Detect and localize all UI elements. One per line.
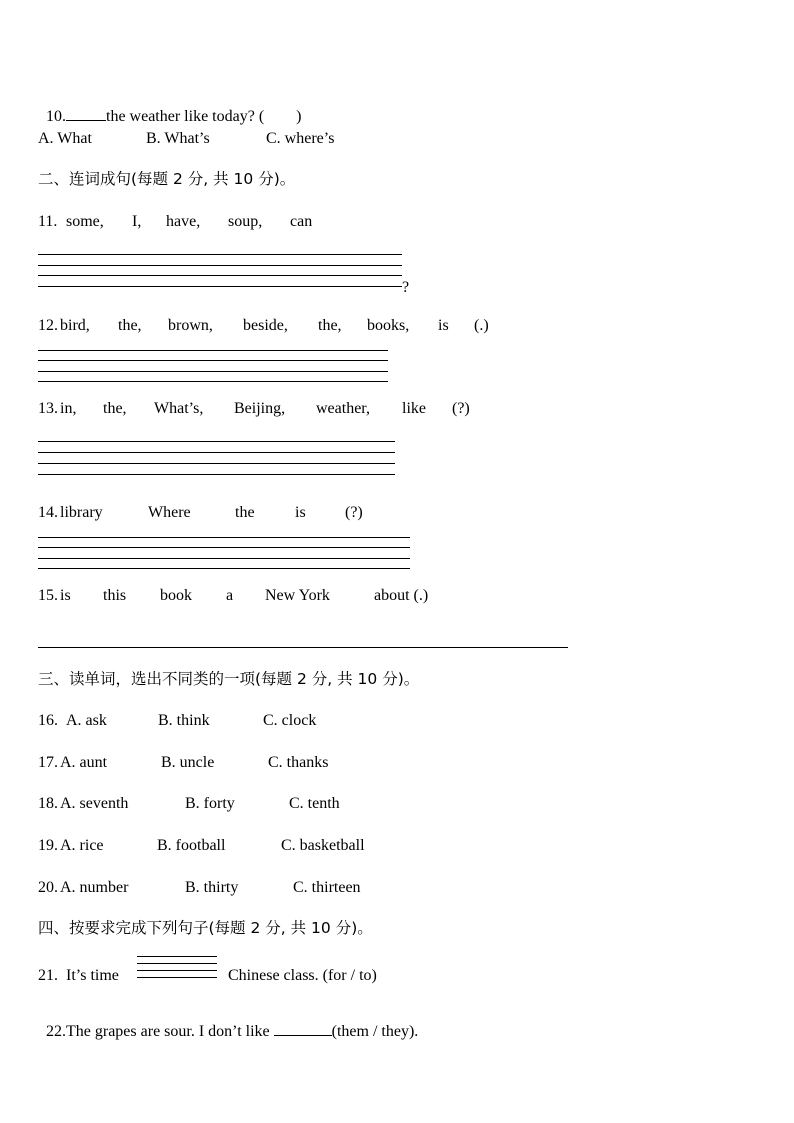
question-number: 12. [38, 317, 58, 334]
word-token: have, [166, 213, 201, 230]
word-token: is [295, 504, 306, 521]
question-text: The grapes are sour. I don’t like [66, 1023, 270, 1040]
question-number: 20. [38, 879, 58, 896]
answer-line[interactable] [38, 568, 410, 569]
question-number: 10. [46, 108, 66, 125]
option-b: B. thirty [185, 879, 239, 896]
answer-line[interactable] [137, 956, 217, 957]
answer-line[interactable] [38, 558, 410, 559]
answer-line[interactable] [38, 537, 410, 538]
word-token: library [60, 504, 103, 521]
option-b: B. think [158, 712, 210, 729]
answer-line[interactable] [38, 647, 568, 648]
answer-line[interactable] [38, 275, 402, 276]
answer-line[interactable] [38, 350, 388, 351]
word-token: book [160, 587, 192, 604]
question-number: 14. [38, 504, 58, 521]
question-10 [38, 87, 301, 127]
answer-blank[interactable] [274, 1035, 332, 1036]
question-22 [38, 1002, 418, 1042]
word-token: a [226, 587, 234, 604]
word-token: weather, [316, 400, 370, 417]
question-number: 11. [38, 213, 58, 230]
answer-line[interactable] [38, 360, 388, 361]
word-token: is [60, 587, 71, 604]
word-token: about (.) [374, 587, 429, 604]
question-text: (them / they). [331, 1023, 419, 1040]
section-heading: 四、按要求完成下列句子(每题 2 分, 共 10 分)。 [38, 919, 373, 937]
word-token: the, [118, 317, 142, 334]
word-token: the [235, 504, 255, 521]
section-heading: 二、连词成句(每题 2 分, 共 10 分)。 [38, 170, 296, 188]
word-token: like [402, 400, 426, 417]
word-token: Beijing, [234, 400, 286, 417]
question-text: the weather like today? ( ) [106, 108, 302, 125]
question-text: It’s time [66, 967, 119, 984]
word-token: bird, [60, 317, 90, 334]
option-a: A. number [60, 879, 129, 896]
option-c: C. basketball [281, 837, 365, 854]
word-token: (?) [452, 400, 470, 417]
answer-line[interactable] [38, 286, 402, 287]
question-text: Chinese class. (for / to) [228, 967, 377, 984]
question-number: 16. [38, 712, 58, 729]
answer-line[interactable] [38, 381, 388, 382]
word-token: is [438, 317, 449, 334]
question-number: 21. [38, 967, 58, 984]
answer-line[interactable] [38, 474, 395, 475]
word-token: What’s, [154, 400, 204, 417]
word-token: beside, [243, 317, 288, 334]
word-token: brown, [168, 317, 213, 334]
answer-line[interactable] [137, 977, 217, 978]
answer-line[interactable] [38, 441, 395, 442]
question-number: 13. [38, 400, 58, 417]
word-token: Where [148, 504, 191, 521]
word-token: New York [265, 587, 330, 604]
answer-line[interactable] [38, 265, 402, 266]
answer-line[interactable] [137, 963, 217, 964]
option-c: C. thanks [268, 754, 329, 771]
word-token: (.) [474, 317, 489, 334]
option-b: B. What’s [146, 130, 210, 147]
word-token: (?) [345, 504, 363, 521]
word-token: soup, [228, 213, 263, 230]
option-c: C. tenth [289, 795, 340, 812]
option-a: A. ask [66, 712, 107, 729]
word-token: this [103, 587, 127, 604]
option-b: B. uncle [161, 754, 215, 771]
option-c: C. thirteen [293, 879, 361, 896]
answer-line[interactable] [38, 452, 395, 453]
question-number: 18. [38, 795, 58, 812]
word-token: the, [318, 317, 342, 334]
answer-line[interactable] [137, 970, 217, 971]
word-token: can [290, 213, 313, 230]
option-a: A. What [38, 130, 92, 147]
word-token: some, [66, 213, 104, 230]
question-number: 17. [38, 754, 58, 771]
question-number: 15. [38, 587, 58, 604]
answer-line[interactable] [38, 371, 388, 372]
answer-line[interactable] [38, 547, 410, 548]
option-b: B. forty [185, 795, 235, 812]
section-heading: 三、读单词，选出不同类的一项(每题 2 分, 共 10 分)。 [38, 670, 420, 688]
word-token: the, [103, 400, 127, 417]
question-number: 19. [38, 837, 58, 854]
word-token: I, [132, 213, 142, 230]
option-a: A. aunt [60, 754, 108, 771]
question-number: 22. [46, 1023, 66, 1040]
option-c: C. where’s [266, 130, 335, 147]
answer-line[interactable] [38, 463, 395, 464]
option-a: A. seventh [60, 795, 129, 812]
answer-line[interactable] [38, 254, 402, 255]
option-c: C. clock [263, 712, 317, 729]
end-mark: ? [402, 279, 410, 296]
option-b: B. football [157, 837, 226, 854]
option-a: A. rice [60, 837, 104, 854]
answer-blank[interactable] [66, 120, 106, 121]
word-token: in, [60, 400, 77, 417]
word-token: books, [367, 317, 410, 334]
